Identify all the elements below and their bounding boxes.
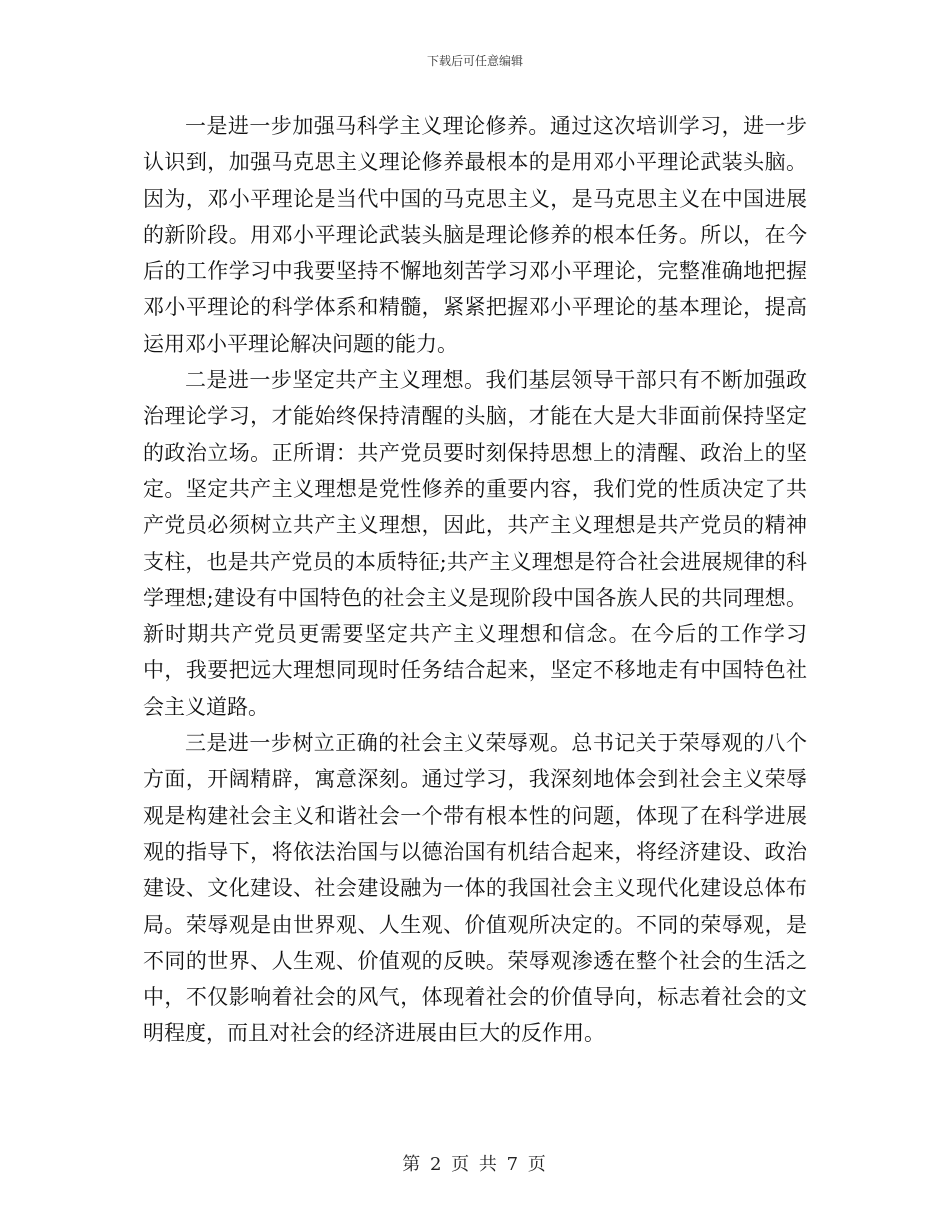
paragraph-3: 三是进一步树立正确的社会主义荣辱观。总书记关于荣辱观的八个方面，开阔精辟，寓意深刻。通过学习，我深刻地体会到社会主义荣辱观是构建社会主义和谐社会一个带有根本性的问题，体现了在科学进展观的指导下，将依法治国与以德治国有机结合起来，将经济建设、政治建设、文化建设、社会建设融为一体的我国社会主义现代化建设总体布局。荣辱观是由世界观、人生观、价值观所决定的。不同的荣辱观，是不同的世界、人生观、价值观的反映。荣辱观渗透在整个社会的生活之中，不仅影响着社会的风气，体现着社会的价值导向，标志着社会的文明程度，而且对社会的经济进展由巨大的反作用。 — [143, 731, 807, 1046]
page-header: 下载后可任意编辑 — [426, 54, 523, 68]
document-body — [143, 108, 807, 1052]
paragraph-1: 一是进一步加强马科学主义理论修养。通过这次培训学习，进一步认识到，加强马克思主义理论修养最根本的是用邓小平理论武装头脑。因为，邓小平理论是当代中国的马克思主义，是马克思主义在中国进展的新阶段。用邓小平理论武装头脑是理论修养的根本任务。所以，在今后的工作学习中我要坚持不懈地刻苦学习邓小平理论，完整准确地把握邓小平理论的科学体系和精髓，紧紧把握邓小平理论的基本理论，提高运用邓小平理论解决问题的能力。 — [143, 114, 807, 356]
paragraph-2: 二是进一步坚定共产主义理想。我们基层领导干部只有不断加强政治理论学习，才能始终保持清醒的头脑，才能在大是大非面前保持坚定的政治立场。正所谓：共产党员要时刻保持思想上的清醒、政治上的坚定。坚定共产主义理想是党性修养的重要内容，我们党的性质决定了共产党员必须树立共产主义理想，因此，共产主义理想是共产党员的精神支柱，也是共产党员的本质特征;共产主义理想是符合社会进展规律的科学理想;建设有中国特色的社会主义是现阶段中国各族人民的共同理想。新时期共产党员更需要坚定共产主义理想和信念。在今后的工作学习中，我要把远大理想同现时任务结合起来，坚定不移地走有中国特色社会主义道路。 — [143, 368, 807, 719]
page-number: 第 2 页 共 7 页 — [402, 1154, 548, 1175]
